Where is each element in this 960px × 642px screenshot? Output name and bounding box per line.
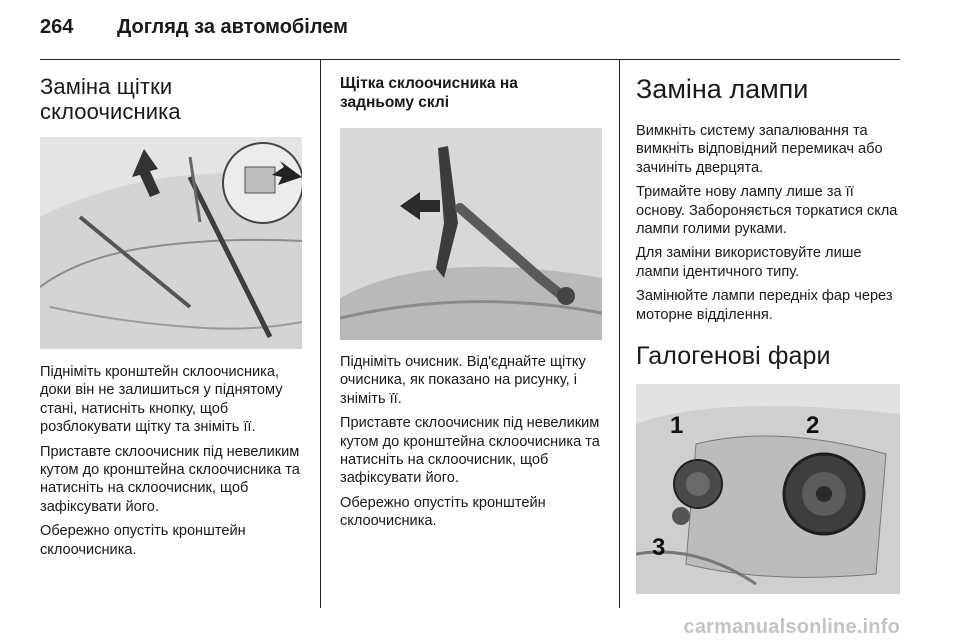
column-bulb-replacement (636, 74, 902, 594)
column-divider-1 (320, 60, 321, 608)
paragraph-4: Замінюйте лампи передніх фар через моторне відділення. (636, 288, 893, 323)
heading-line-1: Щітка склоочисника на (340, 75, 518, 92)
subheading-halogen: Галогенові фари (636, 342, 831, 371)
paragraph-3: Обережно опустіть кронштейн склоочисника. (40, 523, 246, 558)
callout-3: 3 (652, 534, 666, 562)
paragraph-2: Приставте склоочисник під невеликим кутом до кронштейна склоочисника та натисніть на склоочисник, щоб зафіксувати його. (40, 443, 300, 515)
paragraph-1: Підніміть кронштейн склоочисника, доки він не залишиться у піднятому стані, натисніть кнопку, щоб розблокувати щітку та зніміть її. (40, 364, 283, 436)
callout-1: 1 (670, 412, 684, 440)
section-title: Догляд за автомобілем (117, 16, 348, 38)
paragraph-2: Тримайте нову лампу лише за її основу. Забороняється торкатися скла лампи голими руками. (636, 184, 898, 238)
paragraph-3: Для заміни використовуйте лише лампи ідентичного типу. (636, 245, 862, 280)
paragraph-1: Вимкніть систему запалювання та вимкніть відповідний перемикач або зачиніть дверцята. (636, 123, 883, 176)
watermark-text: carmanualsonline.info (683, 616, 900, 638)
heading-line-2: склоочисника (40, 99, 181, 124)
figure-rear-wiper (340, 128, 602, 340)
figure-halogen-headlamp (636, 384, 900, 594)
heading-rear-wiper (340, 74, 602, 112)
heading-bulb-replacement: Заміна лампи (636, 74, 809, 104)
paragraph-3: Обережно опустіть кронштейн склоочисника. (340, 494, 546, 530)
paragraph-2: Приставте склоочисник під невеликим кутом до кронштейна склоочисника та натисніть на склоочисник, щоб зафіксувати його. (340, 415, 600, 487)
heading-line-1: Заміна щітки (40, 74, 173, 99)
figure-windscreen-wiper (40, 137, 302, 349)
page-number: 264 (40, 16, 74, 38)
paragraph-1: Підніміть очисник. Від'єднайте щітку очисника, як показано на рисунку, і зніміть її. (340, 354, 586, 407)
column-rear-wiper (340, 74, 602, 537)
heading-wiper-replace (40, 74, 308, 124)
column-wiper-blade (40, 74, 308, 565)
column-divider-2 (619, 60, 620, 608)
callout-2: 2 (806, 412, 820, 440)
header-rule (40, 59, 900, 60)
heading-line-2: задньому склі (340, 94, 450, 111)
